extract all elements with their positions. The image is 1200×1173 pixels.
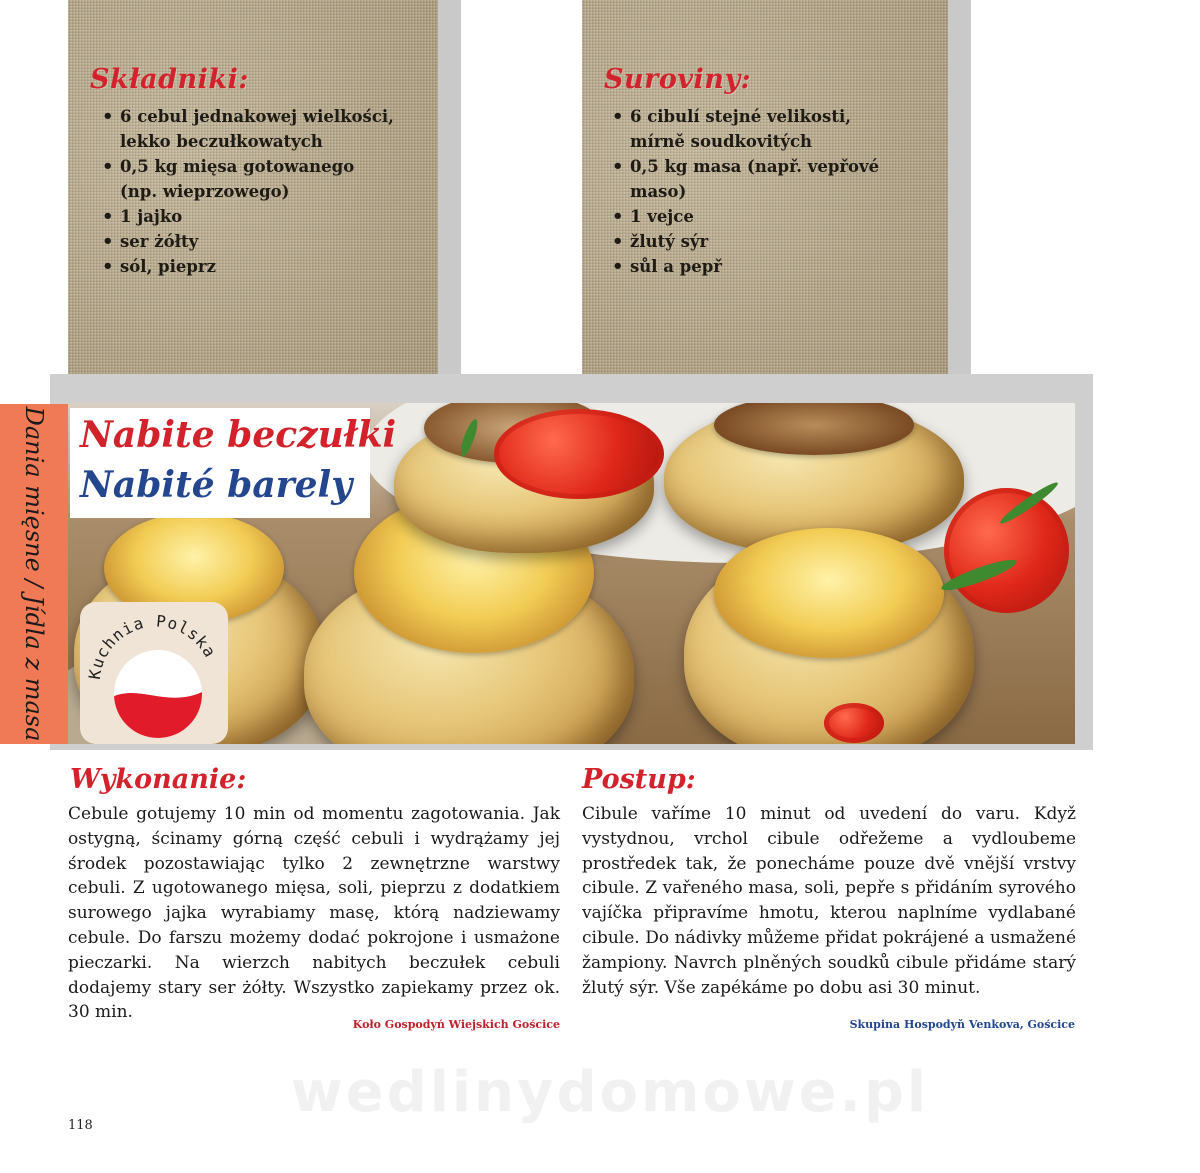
- badge-label: Kuchnia Polska: [84, 611, 221, 681]
- ingredient-item: • 0,5 kg masa (např. vepřové maso): [606, 154, 936, 204]
- method-text-pl: Cebule gotujemy 10 min od momentu zagotowania. Jak ostygną, ścinamy górną część cebuli i wydrążamy jej środek pozostawiając tylko 2 zewnętrzne warstwy cebuli. Z ugotowanego mięsa, soli, pieprzu z dodatkiem surowego jajka wyrabiamy masę, którą nadziewamy cebule. Do farszu możemy dodać pokrojone i usmażone pieczarki. Na wierzch nabitych beczułek cebuli dodajemy stary ser żółty. Wszystko zapiekamy przez ok. 30 min.: [68, 804, 560, 1023]
- ingredient-item: • sól, pieprz: [96, 254, 396, 279]
- ingredient-item: • 6 cibulí stejné velikosti, mírně soudkovitých: [606, 104, 860, 154]
- ingredient-item: • 1 jajko: [96, 204, 396, 229]
- tomato: [494, 409, 664, 499]
- method-title-pl: Wykonanie:: [70, 764, 247, 795]
- ingredient-item: • ser żółty: [96, 229, 396, 254]
- ingredients-list-pl: [96, 104, 396, 279]
- ingredient-item: • 0,5 kg mięsa gotowanego (np. wieprzowego): [96, 154, 396, 204]
- method-title-cz: Postup:: [582, 764, 696, 795]
- panel-shadow-left: [438, 0, 461, 376]
- method-text-cz: Cibule vaříme 10 minut od uvedení do varu. Když vystydnou, vrchol cibule odřežeme a vydloubeme prostředek tak, že ponecháme pouze dvě vnější vrstvy cibule. Z vařeného masa, soli, pepře s přidáním syrového vajíčka připravíme hmotu, kterou naplníme vydlabané cibule. Do nádivky můžeme přidat pokrájené a usmažené žampiony. Navrch plněných soudků cibule přidáme starý žlutý sýr. Vše zapékáme po dobu asi 30 minut.: [582, 804, 1076, 998]
- ingredient-item: • 1 vejce: [606, 204, 936, 229]
- ingredient-item: • 6 cebul jednakowej wielkości, lekko beczułkowatych: [96, 104, 396, 154]
- kuchnia-polska-badge: [80, 602, 228, 744]
- polish-flag-icon: [80, 602, 228, 744]
- category-label: Dania mięsne / Jídla z masa: [20, 406, 48, 742]
- ingredient-item: • žlutý sýr: [606, 229, 936, 254]
- watermark: wedlinydomowe.pl: [290, 1060, 930, 1125]
- author-cz: Skupina Hospodyň Venkova, Gościce: [849, 1018, 1075, 1031]
- recipe-title-cz: Nabité barely: [80, 464, 353, 506]
- ingredients-title-pl: Składniki:: [90, 64, 249, 95]
- ingredients-list-cz: [606, 104, 936, 279]
- page-number: 118: [68, 1118, 93, 1133]
- ingredient-item: • sůl a pepř: [606, 254, 936, 279]
- recipe-title-pl: Nabite beczułki: [80, 414, 397, 456]
- author-pl: Koło Gospodyń Wiejskich Gościce: [352, 1018, 560, 1031]
- ingredients-title-cz: Suroviny:: [604, 64, 752, 95]
- panel-shadow-right: [948, 0, 971, 376]
- tomato: [944, 488, 1069, 613]
- tomato: [824, 703, 884, 743]
